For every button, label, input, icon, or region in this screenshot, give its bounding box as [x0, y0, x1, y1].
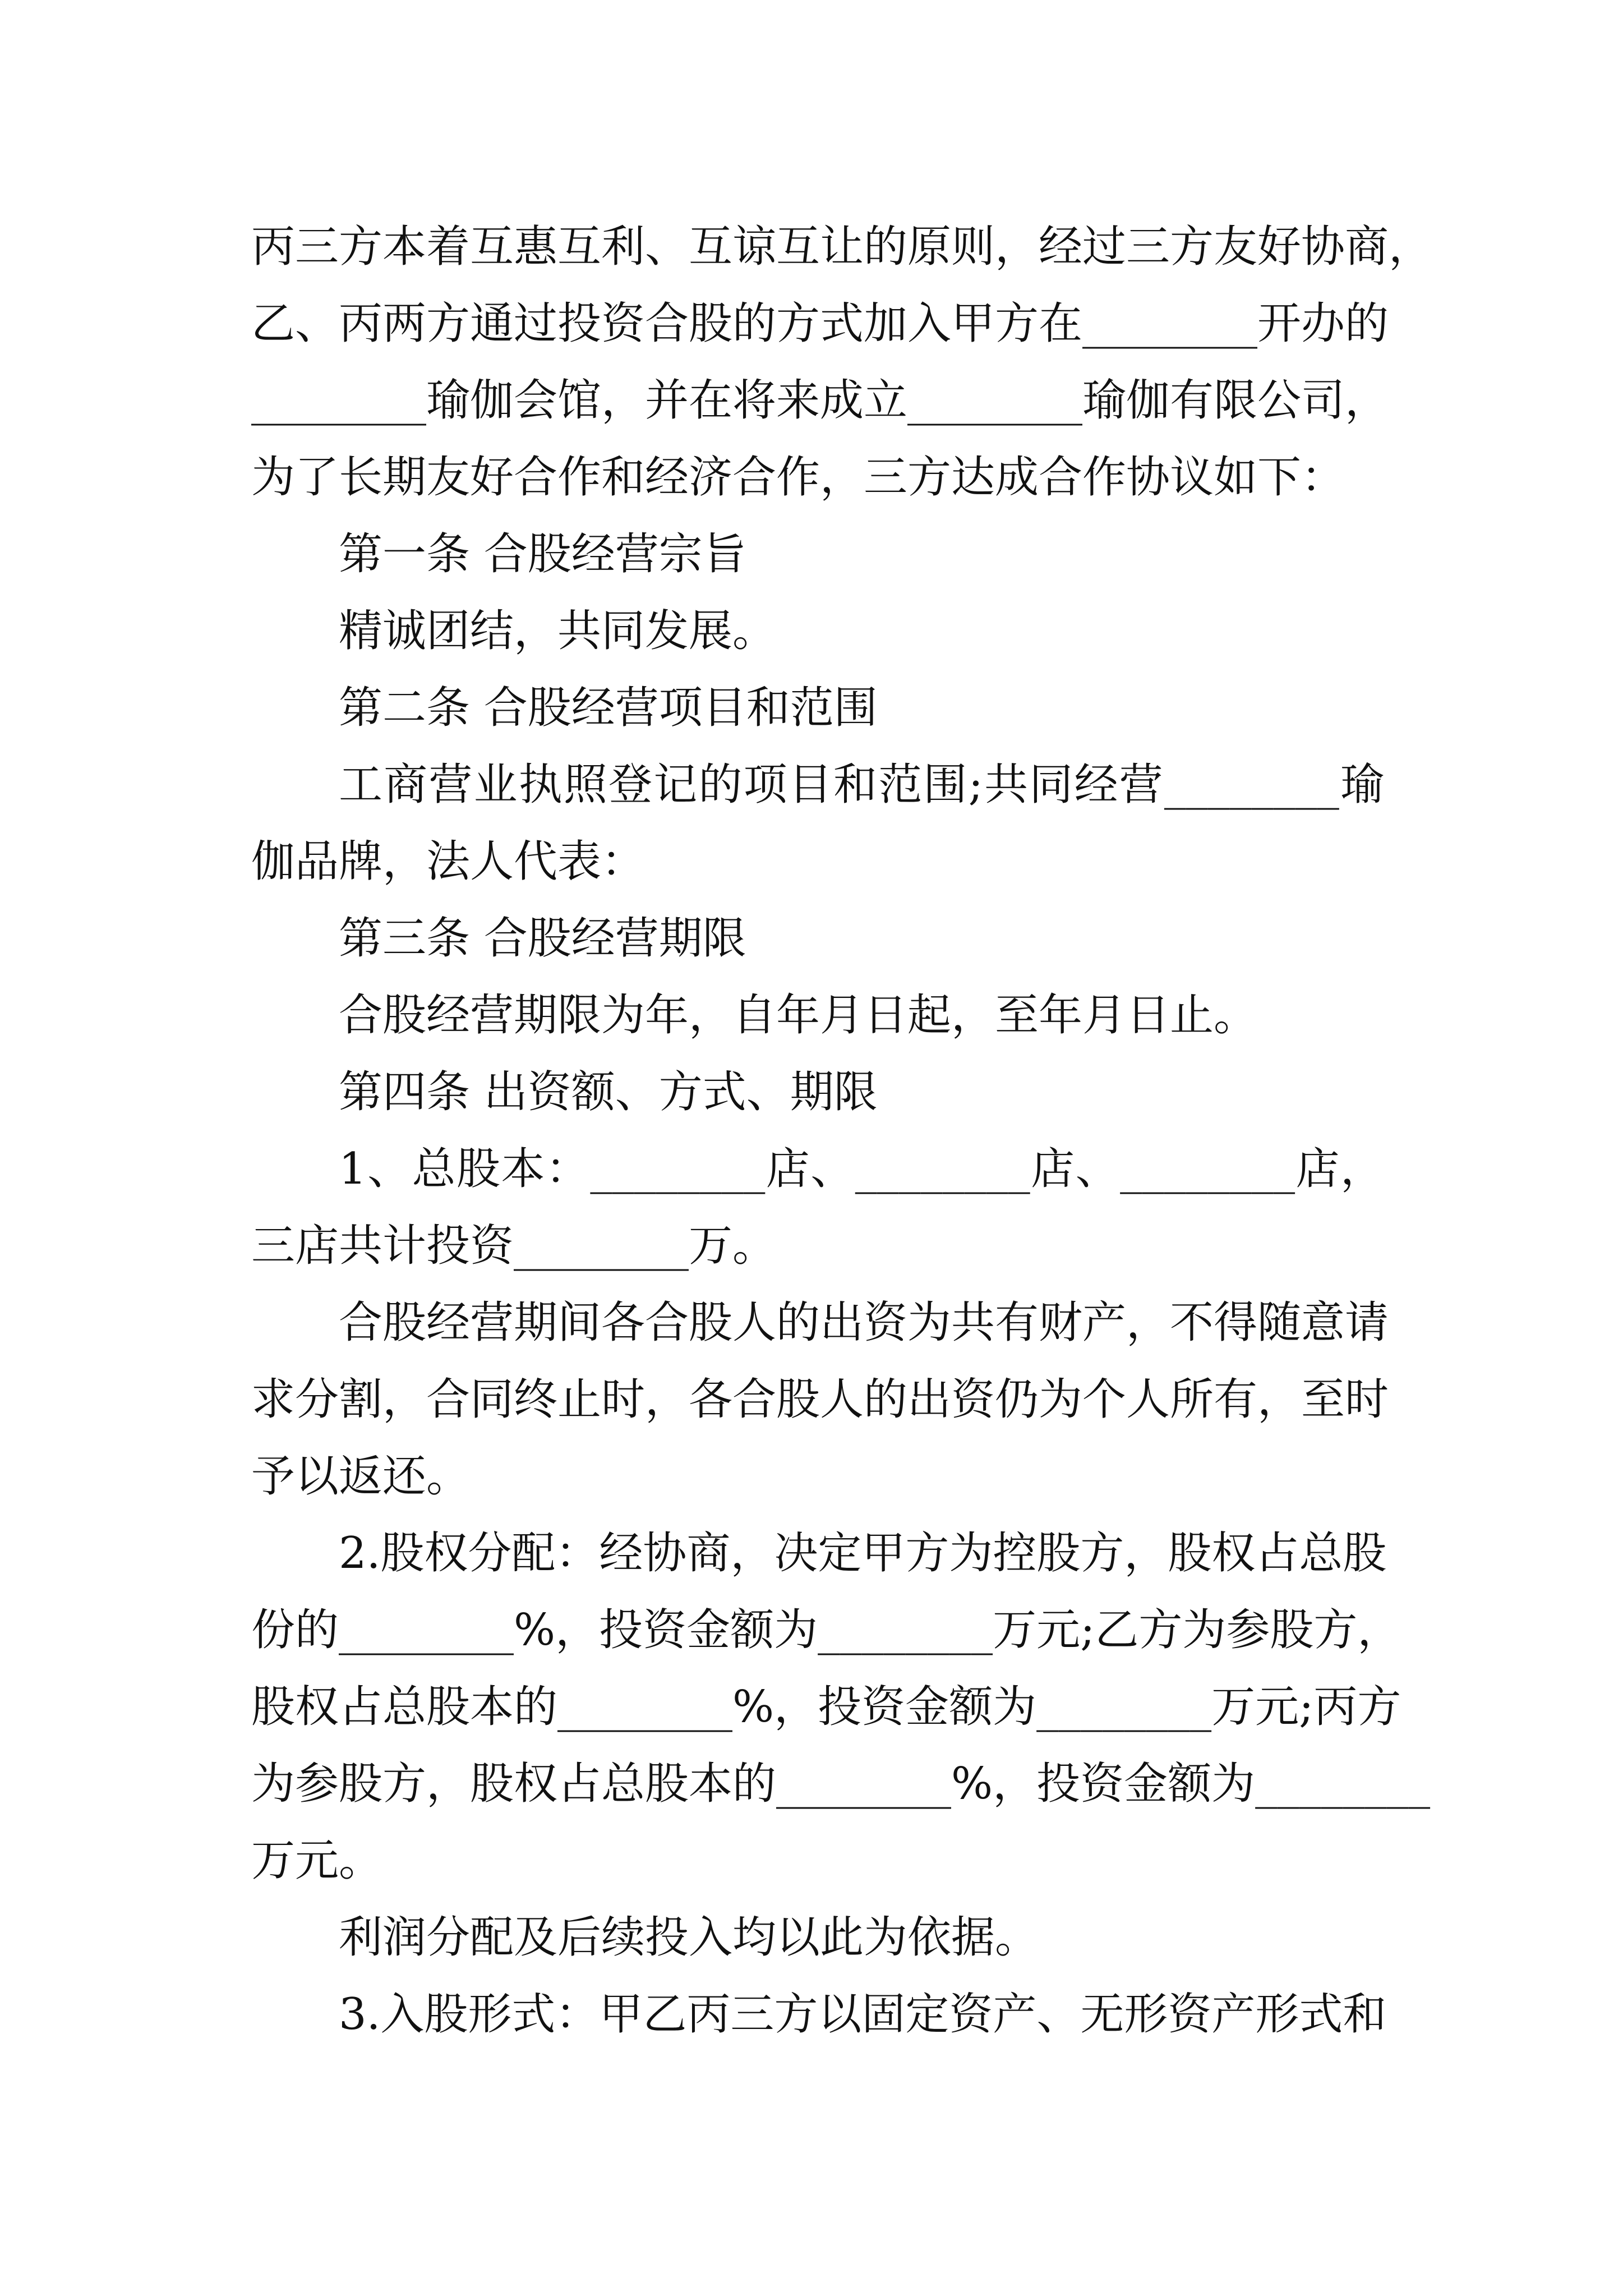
text-line: 为参股方，股权占总股本的________%，投资金额为________: [251, 1759, 1431, 1809]
text-line: 为了长期友好合作和经济合作，三方达成合作协议如下：: [251, 452, 1345, 503]
text-line: 丙三方本着互惠互利、互谅互让的原则，经过三方友好协商，: [251, 222, 1433, 272]
text-line: 利润分配及后续投入均以此为依据。: [339, 1912, 1039, 1963]
text-line: 股权占总股本的________%，投资金额为________万元;丙方: [251, 1682, 1401, 1732]
text-line: 求分割，合同终止时，各合股人的出资仍为个人所有，至时: [251, 1374, 1389, 1425]
text-line: 工商营业执照登记的项目和范围;共同经营________瑜: [339, 760, 1384, 810]
text-line: 三店共计投资________万。: [251, 1221, 777, 1271]
text-line: 伽品牌，法人代表：: [251, 836, 645, 887]
text-line: 2.股权分配：经协商，决定甲方为控股方，股权占总股: [339, 1528, 1387, 1579]
text-line: 合股经营期限为年，自年月日起，至年月日止。: [339, 990, 1258, 1041]
document-body: [251, 209, 1433, 2053]
text-line: 予以返还。: [251, 1451, 471, 1502]
text-line: 1、总股本：________店、________店、________店，: [339, 1144, 1384, 1194]
text-line: 第二条 合股经营项目和范围: [339, 683, 878, 733]
text-line: ________瑜伽会馆，并在将来成立________瑜伽有限公司，: [251, 375, 1389, 426]
text-line: 第四条 出资额、方式、期限: [339, 1067, 878, 1117]
text-line: 份的________%，投资金额为________万元;乙方为参股方，: [251, 1605, 1401, 1655]
text-line: 第一条 合股经营宗旨: [339, 529, 746, 579]
text-line: 合股经营期间各合股人的出资为共有财产，不得随意请: [339, 1297, 1389, 1348]
text-line: 精诚团结，共同发展。: [339, 606, 777, 656]
text-line: 万元。: [251, 1835, 383, 1886]
text-line: 第三条 合股经营期限: [339, 913, 746, 964]
text-line: 3.入股形式：甲乙丙三方以固定资产、无形资产形式和: [339, 1989, 1387, 2040]
text-line: 乙、丙两方通过投资合股的方式加入甲方在________开办的: [251, 298, 1389, 349]
